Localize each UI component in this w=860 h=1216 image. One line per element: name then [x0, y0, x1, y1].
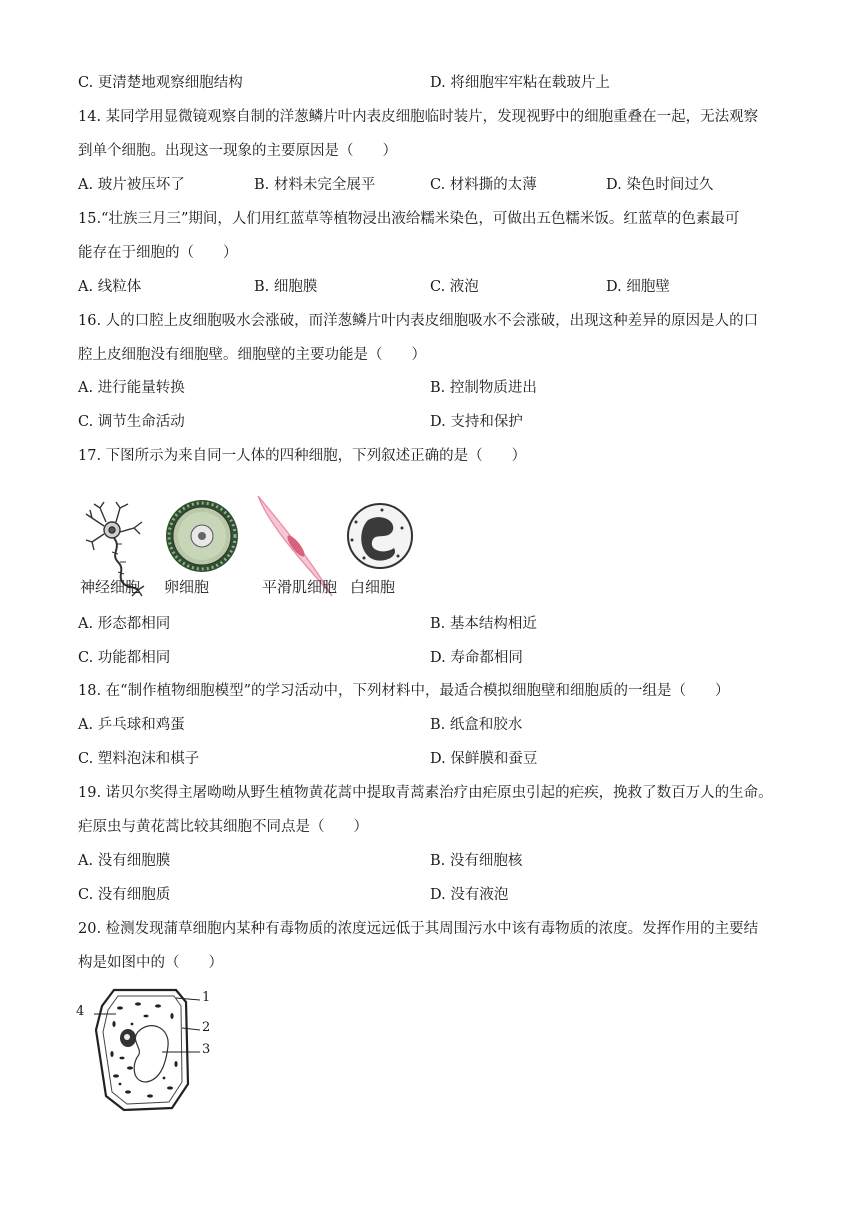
- q15-option-d: D. 细胞壁: [606, 279, 670, 295]
- q19-stem-line-2: 疟原虫与黄花蒿比较其细胞不同点是（ ）: [78, 819, 368, 835]
- label-3: 3: [202, 1042, 211, 1057]
- white-blood-cell-drawing: [348, 504, 412, 568]
- label-1: 1: [202, 990, 211, 1005]
- q13-options: [78, 73, 798, 93]
- q19-stem-line-1: 19. 诺贝尔奖得主屠呦呦从野生植物黄花蒿中提取青蒿素治疗由疟原虫引起的疟疾，挽救了数百万人的生命。: [78, 785, 773, 801]
- label-2: 2: [202, 1020, 211, 1035]
- q16-option-a: A. 进行能量转换: [78, 380, 185, 396]
- egg-cell-drawing: [166, 500, 238, 572]
- q14-option-d: D. 染色时间过久: [606, 177, 714, 193]
- q19-option-a: A. 没有细胞膜: [78, 853, 171, 869]
- q19-options-row1: [78, 851, 798, 871]
- q15-stem-line-2: 能存在于细胞的（ ）: [78, 245, 238, 261]
- q17-option-c: C. 功能都相同: [78, 650, 171, 666]
- q13-option-d: D. 将细胞牢牢粘在载玻片上: [430, 75, 610, 91]
- q19-option-b: B. 没有细胞核: [430, 853, 523, 869]
- plant-cell-drawing: [76, 984, 236, 1114]
- q20-stem-line-2: 构是如图中的（ ）: [78, 955, 223, 971]
- q15-stem-line-1: 15.“壮族三月三”期间，人们用红蓝草等植物浸出液给糯米染色，可做出五色糯米饭。红蓝草的色素最可: [78, 211, 740, 227]
- q16-option-b: B. 控制物质进出: [430, 380, 537, 396]
- q16-stem-line-2: 腔上皮细胞没有细胞壁。细胞壁的主要功能是（ ）: [78, 347, 426, 363]
- q13-option-c: C. 更清楚地观察细胞结构: [78, 75, 243, 91]
- q14-stem-line-1: 14. 某同学用显微镜观察自制的洋葱鳞片叶内表皮细胞临时装片，发现视野中的细胞重叠在一起，无法观察: [78, 109, 759, 125]
- label-neuron: 神经细胞: [80, 578, 141, 596]
- q17-option-a: A. 形态都相同: [78, 616, 171, 632]
- q17-option-b: B. 基本结构相近: [430, 616, 537, 632]
- q18-option-a: A. 乒乓球和鸡蛋: [78, 717, 185, 733]
- q14-option-a: A. 玻片被压坏了: [78, 177, 185, 193]
- q17-option-d: D. 寿命都相同: [430, 650, 523, 666]
- q15-option-c: C. 液泡: [430, 279, 479, 295]
- label-white-blood-cell: 白细胞: [350, 578, 396, 596]
- q16-option-c: C. 调节生命活动: [78, 414, 185, 430]
- q18-stem: 18. 在“制作植物细胞模型”的学习活动中，下列材料中，最适合模拟细胞壁和细胞质的一组是（ ）: [78, 683, 730, 699]
- q20-stem-line-1: 20. 检测发现蒲草细胞内某种有毒物质的浓度远远低于其周围污水中该有毒物质的浓度。发挥作用的主要结: [78, 921, 759, 937]
- q16-options-row1: [78, 378, 798, 398]
- q19-option-d: D. 没有液泡: [430, 887, 509, 903]
- label-smooth-muscle-cell: 平滑肌细胞: [262, 578, 338, 596]
- q15-options: [78, 277, 798, 297]
- q18-options-row1: [78, 715, 798, 735]
- q17-options-row2: [78, 648, 798, 668]
- q16-option-d: D. 支持和保护: [430, 414, 523, 430]
- q15-option-a: A. 线粒体: [78, 279, 142, 295]
- q15-option-b: B. 细胞膜: [254, 279, 318, 295]
- q20-plant-cell-figure: [76, 984, 236, 1114]
- label-4: 4: [76, 1004, 85, 1019]
- q19-option-c: C. 没有细胞质: [78, 887, 171, 903]
- label-egg-cell: 卵细胞: [164, 578, 210, 596]
- q18-option-b: B. 纸盒和胶水: [430, 717, 523, 733]
- q14-option-b: B. 材料未完全展平: [254, 177, 376, 193]
- q17-stem: 17. 下图所示为来自同一人体的四种细胞，下列叙述正确的是（ ）: [78, 448, 527, 464]
- q19-options-row2: [78, 885, 798, 905]
- q18-options-row2: [78, 749, 798, 769]
- q17-options-row1: [78, 614, 798, 634]
- q18-option-d: D. 保鲜膜和蚕豆: [430, 751, 538, 767]
- q14-stem-line-2: 到单个细胞。出现这一现象的主要原因是（ ）: [78, 143, 397, 159]
- q17-cell-figure: [82, 492, 422, 600]
- q14-options: [78, 175, 798, 195]
- q16-options-row2: [78, 412, 798, 432]
- q14-option-c: C. 材料撕的太薄: [430, 177, 537, 193]
- q18-option-c: C. 塑料泡沫和棋子: [78, 751, 200, 767]
- q16-stem-line-1: 16. 人的口腔上皮细胞吸水会涨破，而洋葱鳞片叶内表皮细胞吸水不会涨破，出现这种差异的原因是人的口: [78, 313, 759, 329]
